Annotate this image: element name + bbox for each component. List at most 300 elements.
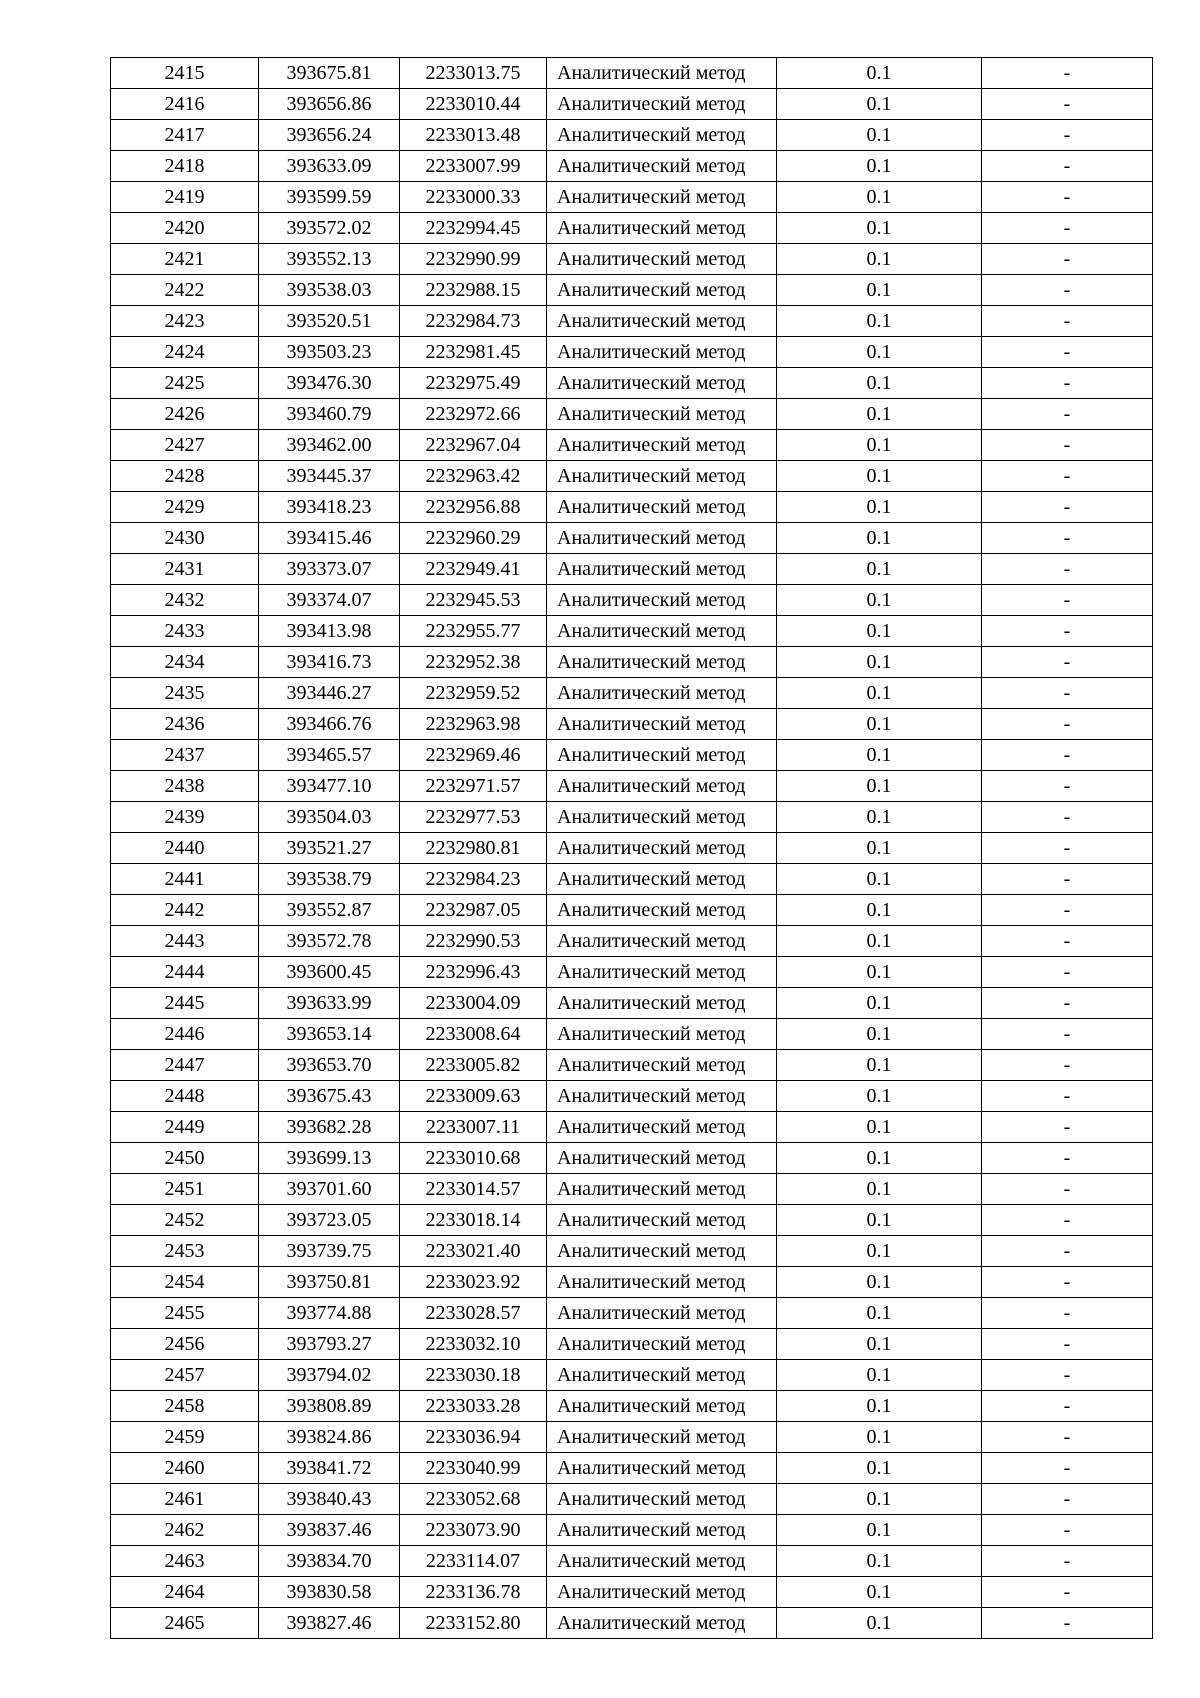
y-coordinate-cell: 2232972.66 (400, 399, 547, 430)
x-coordinate-cell: 393521.27 (259, 833, 400, 864)
note-cell: - (982, 895, 1153, 926)
x-coordinate-cell: 393462.00 (259, 430, 400, 461)
point-number-cell: 2423 (111, 306, 259, 337)
x-coordinate-cell: 393675.43 (259, 1081, 400, 1112)
note-cell: - (982, 399, 1153, 430)
point-number-cell: 2460 (111, 1453, 259, 1484)
x-coordinate-cell: 393675.81 (259, 58, 400, 89)
y-coordinate-cell: 2233010.68 (400, 1143, 547, 1174)
note-cell: - (982, 1453, 1153, 1484)
table-row (111, 461, 1153, 492)
accuracy-cell: 0.1 (777, 802, 982, 833)
note-cell: - (982, 957, 1153, 988)
method-cell: Аналитический метод (547, 523, 777, 554)
method-cell: Аналитический метод (547, 1019, 777, 1050)
method-cell: Аналитический метод (547, 1205, 777, 1236)
method-cell: Аналитический метод (547, 709, 777, 740)
accuracy-cell: 0.1 (777, 771, 982, 802)
point-number-cell: 2461 (111, 1484, 259, 1515)
point-number-cell: 2449 (111, 1112, 259, 1143)
x-coordinate-cell: 393445.37 (259, 461, 400, 492)
note-cell: - (982, 1391, 1153, 1422)
coordinates-table-body (111, 58, 1153, 1639)
x-coordinate-cell: 393460.79 (259, 399, 400, 430)
note-cell: - (982, 647, 1153, 678)
y-coordinate-cell: 2233013.75 (400, 58, 547, 89)
accuracy-cell: 0.1 (777, 1453, 982, 1484)
accuracy-cell: 0.1 (777, 740, 982, 771)
point-number-cell: 2442 (111, 895, 259, 926)
point-number-cell: 2425 (111, 368, 259, 399)
method-cell: Аналитический метод (547, 337, 777, 368)
point-number-cell: 2446 (111, 1019, 259, 1050)
point-number-cell: 2424 (111, 337, 259, 368)
table-row (111, 244, 1153, 275)
x-coordinate-cell: 393599.59 (259, 182, 400, 213)
accuracy-cell: 0.1 (777, 213, 982, 244)
y-coordinate-cell: 2232952.38 (400, 647, 547, 678)
point-number-cell: 2434 (111, 647, 259, 678)
y-coordinate-cell: 2233114.07 (400, 1546, 547, 1577)
table-row (111, 1515, 1153, 1546)
point-number-cell: 2432 (111, 585, 259, 616)
x-coordinate-cell: 393520.51 (259, 306, 400, 337)
y-coordinate-cell: 2232984.23 (400, 864, 547, 895)
method-cell: Аналитический метод (547, 89, 777, 120)
y-coordinate-cell: 2233007.11 (400, 1112, 547, 1143)
note-cell: - (982, 1608, 1153, 1639)
table-row (111, 399, 1153, 430)
y-coordinate-cell: 2232959.52 (400, 678, 547, 709)
note-cell: - (982, 1267, 1153, 1298)
table-row (111, 1081, 1153, 1112)
x-coordinate-cell: 393503.23 (259, 337, 400, 368)
note-cell: - (982, 1360, 1153, 1391)
x-coordinate-cell: 393446.27 (259, 678, 400, 709)
method-cell: Аналитический метод (547, 368, 777, 399)
table-row (111, 1484, 1153, 1515)
note-cell: - (982, 1081, 1153, 1112)
y-coordinate-cell: 2233023.92 (400, 1267, 547, 1298)
y-coordinate-cell: 2232975.49 (400, 368, 547, 399)
y-coordinate-cell: 2233010.44 (400, 89, 547, 120)
accuracy-cell: 0.1 (777, 337, 982, 368)
method-cell: Аналитический метод (547, 1360, 777, 1391)
point-number-cell: 2439 (111, 802, 259, 833)
table-row (111, 1608, 1153, 1639)
table-row (111, 275, 1153, 306)
point-number-cell: 2422 (111, 275, 259, 306)
accuracy-cell: 0.1 (777, 1515, 982, 1546)
accuracy-cell: 0.1 (777, 833, 982, 864)
method-cell: Аналитический метод (547, 213, 777, 244)
note-cell: - (982, 678, 1153, 709)
note-cell: - (982, 120, 1153, 151)
x-coordinate-cell: 393572.78 (259, 926, 400, 957)
note-cell: - (982, 864, 1153, 895)
note-cell: - (982, 1236, 1153, 1267)
note-cell: - (982, 368, 1153, 399)
method-cell: Аналитический метод (547, 1050, 777, 1081)
method-cell: Аналитический метод (547, 151, 777, 182)
point-number-cell: 2453 (111, 1236, 259, 1267)
note-cell: - (982, 585, 1153, 616)
x-coordinate-cell: 393830.58 (259, 1577, 400, 1608)
note-cell: - (982, 1019, 1153, 1050)
x-coordinate-cell: 393793.27 (259, 1329, 400, 1360)
note-cell: - (982, 89, 1153, 120)
y-coordinate-cell: 2233013.48 (400, 120, 547, 151)
method-cell: Аналитический метод (547, 1329, 777, 1360)
method-cell: Аналитический метод (547, 1174, 777, 1205)
table-row (111, 213, 1153, 244)
method-cell: Аналитический метод (547, 554, 777, 585)
x-coordinate-cell: 393633.99 (259, 988, 400, 1019)
point-number-cell: 2435 (111, 678, 259, 709)
x-coordinate-cell: 393682.28 (259, 1112, 400, 1143)
table-row (111, 58, 1153, 89)
y-coordinate-cell: 2232984.73 (400, 306, 547, 337)
coordinates-table (110, 57, 1153, 1639)
method-cell: Аналитический метод (547, 926, 777, 957)
accuracy-cell: 0.1 (777, 275, 982, 306)
y-coordinate-cell: 2233030.18 (400, 1360, 547, 1391)
accuracy-cell: 0.1 (777, 926, 982, 957)
method-cell: Аналитический метод (547, 1081, 777, 1112)
x-coordinate-cell: 393633.09 (259, 151, 400, 182)
method-cell: Аналитический метод (547, 1391, 777, 1422)
document-page (110, 57, 1152, 1639)
note-cell: - (982, 554, 1153, 585)
point-number-cell: 2451 (111, 1174, 259, 1205)
method-cell: Аналитический метод (547, 430, 777, 461)
note-cell: - (982, 58, 1153, 89)
note-cell: - (982, 1174, 1153, 1205)
point-number-cell: 2421 (111, 244, 259, 275)
x-coordinate-cell: 393415.46 (259, 523, 400, 554)
note-cell: - (982, 1484, 1153, 1515)
table-row (111, 151, 1153, 182)
table-row (111, 523, 1153, 554)
accuracy-cell: 0.1 (777, 1112, 982, 1143)
table-row (111, 1236, 1153, 1267)
x-coordinate-cell: 393538.03 (259, 275, 400, 306)
accuracy-cell: 0.1 (777, 120, 982, 151)
point-number-cell: 2429 (111, 492, 259, 523)
note-cell: - (982, 1577, 1153, 1608)
table-row (111, 1546, 1153, 1577)
method-cell: Аналитический метод (547, 306, 777, 337)
method-cell: Аналитический метод (547, 1298, 777, 1329)
accuracy-cell: 0.1 (777, 89, 982, 120)
point-number-cell: 2440 (111, 833, 259, 864)
note-cell: - (982, 461, 1153, 492)
y-coordinate-cell: 2232955.77 (400, 616, 547, 647)
table-row (111, 1050, 1153, 1081)
x-coordinate-cell: 393477.10 (259, 771, 400, 802)
note-cell: - (982, 306, 1153, 337)
x-coordinate-cell: 393794.02 (259, 1360, 400, 1391)
table-row (111, 1360, 1153, 1391)
table-row (111, 864, 1153, 895)
table-row (111, 833, 1153, 864)
method-cell: Аналитический метод (547, 771, 777, 802)
accuracy-cell: 0.1 (777, 461, 982, 492)
table-row (111, 585, 1153, 616)
table-row (111, 709, 1153, 740)
table-row (111, 616, 1153, 647)
table-row (111, 1019, 1153, 1050)
accuracy-cell: 0.1 (777, 430, 982, 461)
point-number-cell: 2454 (111, 1267, 259, 1298)
note-cell: - (982, 213, 1153, 244)
accuracy-cell: 0.1 (777, 1143, 982, 1174)
method-cell: Аналитический метод (547, 678, 777, 709)
y-coordinate-cell: 2233014.57 (400, 1174, 547, 1205)
method-cell: Аналитический метод (547, 1453, 777, 1484)
note-cell: - (982, 275, 1153, 306)
method-cell: Аналитический метод (547, 1608, 777, 1639)
point-number-cell: 2458 (111, 1391, 259, 1422)
y-coordinate-cell: 2233021.40 (400, 1236, 547, 1267)
point-number-cell: 2455 (111, 1298, 259, 1329)
x-coordinate-cell: 393701.60 (259, 1174, 400, 1205)
y-coordinate-cell: 2233040.99 (400, 1453, 547, 1484)
y-coordinate-cell: 2233000.33 (400, 182, 547, 213)
accuracy-cell: 0.1 (777, 1298, 982, 1329)
x-coordinate-cell: 393552.87 (259, 895, 400, 926)
y-coordinate-cell: 2232963.98 (400, 709, 547, 740)
table-row (111, 802, 1153, 833)
y-coordinate-cell: 2232988.15 (400, 275, 547, 306)
note-cell: - (982, 833, 1153, 864)
y-coordinate-cell: 2232967.04 (400, 430, 547, 461)
accuracy-cell: 0.1 (777, 1546, 982, 1577)
accuracy-cell: 0.1 (777, 1422, 982, 1453)
note-cell: - (982, 492, 1153, 523)
note-cell: - (982, 926, 1153, 957)
method-cell: Аналитический метод (547, 647, 777, 678)
table-row (111, 957, 1153, 988)
y-coordinate-cell: 2233136.78 (400, 1577, 547, 1608)
y-coordinate-cell: 2233033.28 (400, 1391, 547, 1422)
accuracy-cell: 0.1 (777, 1174, 982, 1205)
method-cell: Аналитический метод (547, 1143, 777, 1174)
table-row (111, 492, 1153, 523)
table-row (111, 926, 1153, 957)
accuracy-cell: 0.1 (777, 1391, 982, 1422)
method-cell: Аналитический метод (547, 1422, 777, 1453)
point-number-cell: 2418 (111, 151, 259, 182)
x-coordinate-cell: 393699.13 (259, 1143, 400, 1174)
y-coordinate-cell: 2233008.64 (400, 1019, 547, 1050)
table-row (111, 1174, 1153, 1205)
y-coordinate-cell: 2232977.53 (400, 802, 547, 833)
accuracy-cell: 0.1 (777, 616, 982, 647)
accuracy-cell: 0.1 (777, 182, 982, 213)
y-coordinate-cell: 2233152.80 (400, 1608, 547, 1639)
point-number-cell: 2426 (111, 399, 259, 430)
y-coordinate-cell: 2233018.14 (400, 1205, 547, 1236)
table-row (111, 120, 1153, 151)
x-coordinate-cell: 393418.23 (259, 492, 400, 523)
point-number-cell: 2448 (111, 1081, 259, 1112)
x-coordinate-cell: 393808.89 (259, 1391, 400, 1422)
method-cell: Аналитический метод (547, 1515, 777, 1546)
x-coordinate-cell: 393552.13 (259, 244, 400, 275)
method-cell: Аналитический метод (547, 802, 777, 833)
note-cell: - (982, 1546, 1153, 1577)
x-coordinate-cell: 393373.07 (259, 554, 400, 585)
note-cell: - (982, 709, 1153, 740)
note-cell: - (982, 771, 1153, 802)
accuracy-cell: 0.1 (777, 1081, 982, 1112)
accuracy-cell: 0.1 (777, 988, 982, 1019)
method-cell: Аналитический метод (547, 895, 777, 926)
accuracy-cell: 0.1 (777, 1360, 982, 1391)
method-cell: Аналитический метод (547, 1236, 777, 1267)
table-row (111, 337, 1153, 368)
note-cell: - (982, 244, 1153, 275)
point-number-cell: 2428 (111, 461, 259, 492)
point-number-cell: 2456 (111, 1329, 259, 1360)
method-cell: Аналитический метод (547, 275, 777, 306)
accuracy-cell: 0.1 (777, 244, 982, 275)
note-cell: - (982, 802, 1153, 833)
y-coordinate-cell: 2233028.57 (400, 1298, 547, 1329)
x-coordinate-cell: 393538.79 (259, 864, 400, 895)
x-coordinate-cell: 393653.14 (259, 1019, 400, 1050)
table-row (111, 1298, 1153, 1329)
table-row (111, 647, 1153, 678)
table-row (111, 306, 1153, 337)
table-row (111, 89, 1153, 120)
x-coordinate-cell: 393656.86 (259, 89, 400, 120)
accuracy-cell: 0.1 (777, 306, 982, 337)
x-coordinate-cell: 393416.73 (259, 647, 400, 678)
method-cell: Аналитический метод (547, 864, 777, 895)
point-number-cell: 2430 (111, 523, 259, 554)
point-number-cell: 2433 (111, 616, 259, 647)
x-coordinate-cell: 393723.05 (259, 1205, 400, 1236)
y-coordinate-cell: 2233036.94 (400, 1422, 547, 1453)
point-number-cell: 2447 (111, 1050, 259, 1081)
y-coordinate-cell: 2232987.05 (400, 895, 547, 926)
note-cell: - (982, 151, 1153, 182)
note-cell: - (982, 337, 1153, 368)
table-row (111, 988, 1153, 1019)
accuracy-cell: 0.1 (777, 1608, 982, 1639)
point-number-cell: 2427 (111, 430, 259, 461)
accuracy-cell: 0.1 (777, 864, 982, 895)
accuracy-cell: 0.1 (777, 523, 982, 554)
method-cell: Аналитический метод (547, 1484, 777, 1515)
table-row (111, 182, 1153, 213)
method-cell: Аналитический метод (547, 1546, 777, 1577)
x-coordinate-cell: 393504.03 (259, 802, 400, 833)
x-coordinate-cell: 393837.46 (259, 1515, 400, 1546)
method-cell: Аналитический метод (547, 461, 777, 492)
table-row (111, 1267, 1153, 1298)
method-cell: Аналитический метод (547, 1577, 777, 1608)
table-row (111, 1453, 1153, 1484)
table-row (111, 368, 1153, 399)
y-coordinate-cell: 2232990.53 (400, 926, 547, 957)
point-number-cell: 2463 (111, 1546, 259, 1577)
note-cell: - (982, 182, 1153, 213)
y-coordinate-cell: 2232971.57 (400, 771, 547, 802)
method-cell: Аналитический метод (547, 988, 777, 1019)
table-row (111, 771, 1153, 802)
accuracy-cell: 0.1 (777, 709, 982, 740)
table-row (111, 740, 1153, 771)
point-number-cell: 2437 (111, 740, 259, 771)
y-coordinate-cell: 2233004.09 (400, 988, 547, 1019)
table-row (111, 678, 1153, 709)
accuracy-cell: 0.1 (777, 1329, 982, 1360)
accuracy-cell: 0.1 (777, 895, 982, 926)
point-number-cell: 2438 (111, 771, 259, 802)
accuracy-cell: 0.1 (777, 1267, 982, 1298)
x-coordinate-cell: 393600.45 (259, 957, 400, 988)
note-cell: - (982, 1050, 1153, 1081)
x-coordinate-cell: 393465.57 (259, 740, 400, 771)
point-number-cell: 2420 (111, 213, 259, 244)
y-coordinate-cell: 2233052.68 (400, 1484, 547, 1515)
accuracy-cell: 0.1 (777, 1050, 982, 1081)
y-coordinate-cell: 2232963.42 (400, 461, 547, 492)
x-coordinate-cell: 393374.07 (259, 585, 400, 616)
accuracy-cell: 0.1 (777, 1577, 982, 1608)
x-coordinate-cell: 393656.24 (259, 120, 400, 151)
accuracy-cell: 0.1 (777, 647, 982, 678)
method-cell: Аналитический метод (547, 244, 777, 275)
accuracy-cell: 0.1 (777, 492, 982, 523)
accuracy-cell: 0.1 (777, 678, 982, 709)
y-coordinate-cell: 2233005.82 (400, 1050, 547, 1081)
note-cell: - (982, 616, 1153, 647)
accuracy-cell: 0.1 (777, 585, 982, 616)
method-cell: Аналитический метод (547, 1267, 777, 1298)
y-coordinate-cell: 2232949.41 (400, 554, 547, 585)
point-number-cell: 2457 (111, 1360, 259, 1391)
accuracy-cell: 0.1 (777, 1236, 982, 1267)
point-number-cell: 2441 (111, 864, 259, 895)
table-row (111, 1112, 1153, 1143)
point-number-cell: 2415 (111, 58, 259, 89)
method-cell: Аналитический метод (547, 585, 777, 616)
point-number-cell: 2444 (111, 957, 259, 988)
y-coordinate-cell: 2233009.63 (400, 1081, 547, 1112)
x-coordinate-cell: 393750.81 (259, 1267, 400, 1298)
note-cell: - (982, 1112, 1153, 1143)
note-cell: - (982, 430, 1153, 461)
y-coordinate-cell: 2232945.53 (400, 585, 547, 616)
y-coordinate-cell: 2232980.81 (400, 833, 547, 864)
method-cell: Аналитический метод (547, 740, 777, 771)
y-coordinate-cell: 2233007.99 (400, 151, 547, 182)
method-cell: Аналитический метод (547, 182, 777, 213)
y-coordinate-cell: 2232956.88 (400, 492, 547, 523)
table-row (111, 895, 1153, 926)
x-coordinate-cell: 393840.43 (259, 1484, 400, 1515)
x-coordinate-cell: 393653.70 (259, 1050, 400, 1081)
y-coordinate-cell: 2232994.45 (400, 213, 547, 244)
y-coordinate-cell: 2233073.90 (400, 1515, 547, 1546)
note-cell: - (982, 1298, 1153, 1329)
point-number-cell: 2462 (111, 1515, 259, 1546)
table-row (111, 1577, 1153, 1608)
